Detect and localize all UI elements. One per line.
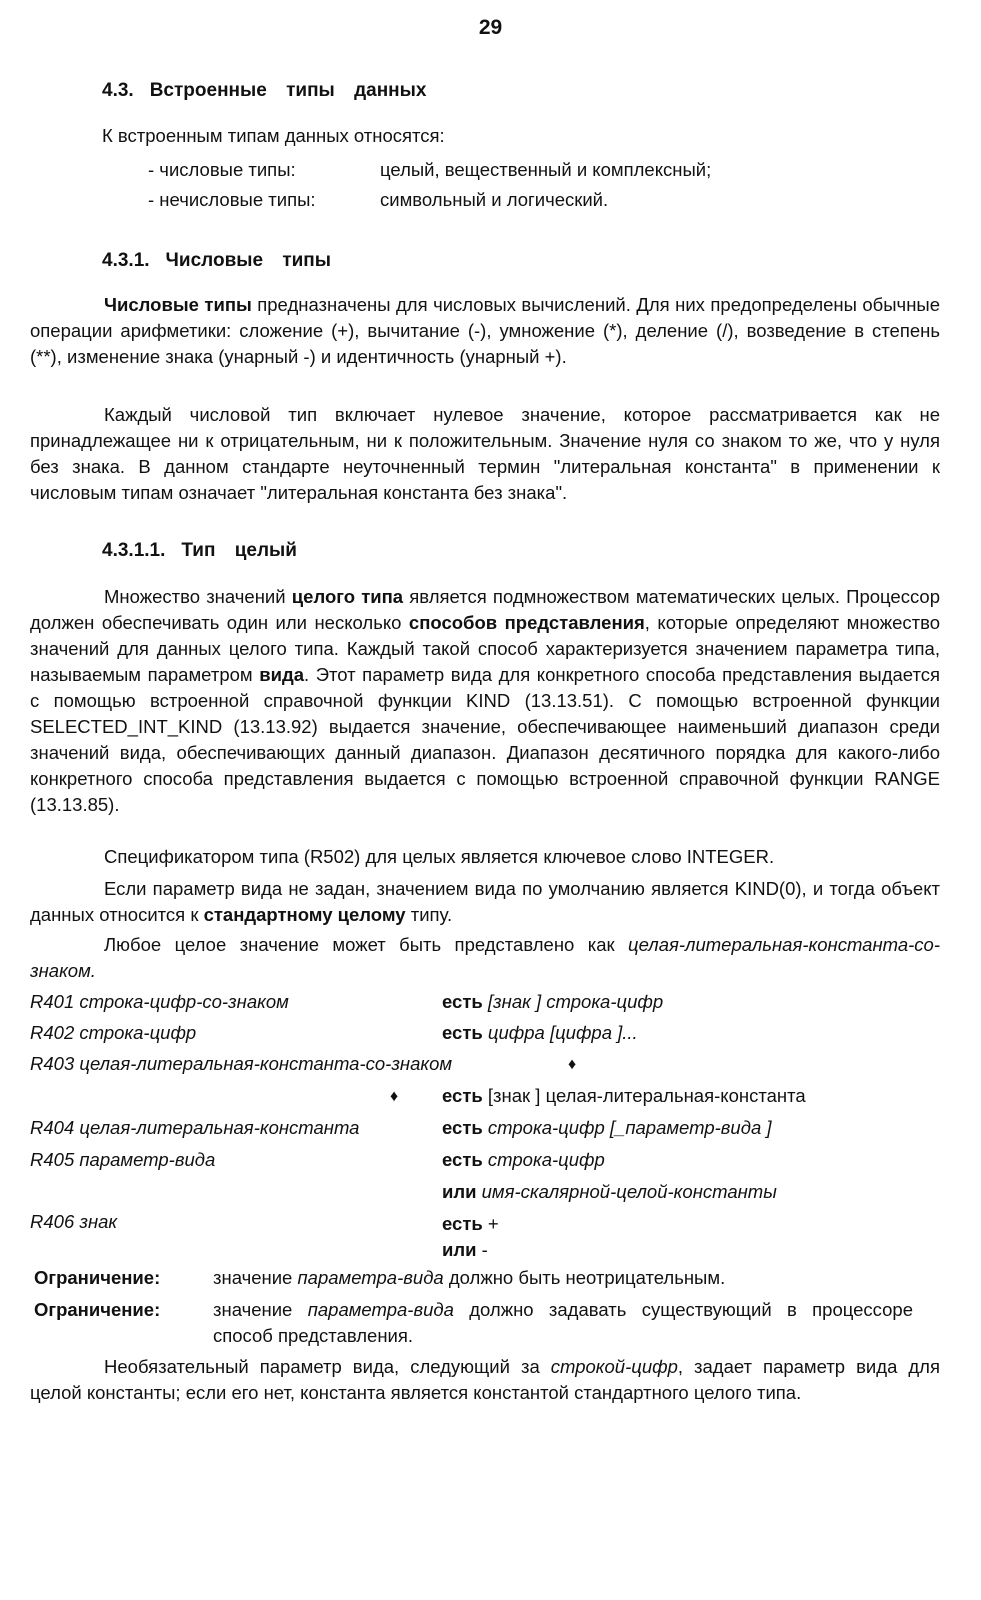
section-number: 4.3.1.1. [102,540,166,561]
intro-text: К встроенным типам данных относятся: [102,125,445,146]
type-list-label: - числовые типы: [148,159,296,180]
paragraph-default-kind: Если параметр вида не задан, значением вида по умолчанию является KIND(0), и тогда объект данных относится к стандартному целому типу. [30,878,940,925]
type-list-value: символьный и логический. [380,189,609,210]
constraint-text: значение параметра-вида должно задавать существующий в процессоре способ представления. [213,1299,913,1346]
paragraph-integer-type: Множество значений целого типа является подмножеством математических целых. Процессор должен обеспечивать один или несколько способов представления, которые определяют множество значений для данных целого типа. Каждый такой способ характеризуется значением параметра типа, называемым параметром вида. Этот параметр вида для конкретного способа представления выдается с помощью встроенной справочной функции KIND (13.13.51). С помощью встроенной функции SELECTED_INT_KIND (13.13.92) выдается значение, обеспечивающее наименьший диапазон среди значений вида, обеспечивающих данный диапазон. Диапазон десятичного порядка для какого-либо конкретного способа представления выдается с помощью встроенной справочной функции RANGE (13.13.85). [30,586,941,815]
rule-r406-alt: или - [442,1239,488,1260]
rule-r403-code: R403 целая-литеральная-константа-со-знаком [30,1053,453,1074]
type-list-value: целый, вещественный и комплексный; [380,159,712,180]
paragraph-type-specifier: Спецификатором типа (R502) для целых является ключевое слово INTEGER. [104,846,775,867]
section-heading-4-3-1-1 [102,540,297,562]
rule-r405-alt: или имя-скалярной-целой-константы [442,1181,777,1202]
rule-r406-code: R406 знак [30,1211,118,1232]
constraint-label: Ограничение: [34,1267,161,1288]
rule-r405-code: R405 параметр-вида [30,1149,216,1170]
constraint-text: значение параметра-вида должно быть неотрицательным. [213,1267,726,1288]
section-title: Встроенные типы данных [149,80,427,101]
section-heading-4-3 [102,80,426,102]
continuation-diamond: ♦ [568,1056,577,1073]
paragraph-optional-kind: Необязательный параметр вида, следующий за строкой-цифр, задает параметр вида для целой константы; если его нет, константа является константой стандартного целого типа. [30,1356,940,1403]
type-list-label: - нечисловые типы: [148,189,316,210]
section-title: Тип целый [181,540,297,561]
page-number: 29 [478,16,503,39]
bold-term: Числовые типы [104,294,252,315]
continuation-diamond: ♦ [390,1088,399,1105]
section-title: Числовые типы [165,250,332,271]
section-number: 4.3. [102,80,134,101]
rule-r402-code: R402 строка-цифр [30,1022,197,1043]
rule-r402-def: есть цифра [цифра ]... [442,1022,638,1043]
paragraph-zero-value: Каждый числовой тип включает нулевое значение, которое рассматривается как не принадлежащее ни к отрицательным, ни к положительным. Значение нуля со знаком то же, что у нуля без знака. В данном стандарте неуточненный термин "литеральная константа" в применении к числовым типам означает "литеральная константа без знака". [30,404,940,503]
rule-r404-def: есть строка-цифр [_параметр-вида ] [442,1117,772,1138]
constraint-label: Ограничение: [34,1299,161,1320]
paragraph-any-integer: Любое целое значение может быть представлено как целая-литеральная-константа-со-знаком. [30,934,940,981]
rule-r401-code: R401 строка-цифр-со-знаком [30,991,289,1012]
section-number: 4.3.1. [102,250,150,271]
rule-r405-def: есть строка-цифр [442,1149,605,1170]
section-heading-4-3-1 [102,250,331,272]
rule-r403-def: есть [знак ] целая-литеральная-константа [442,1085,806,1106]
rule-r401-def: есть [знак ] строка-цифр [442,991,664,1012]
rule-r404-code: R404 целая-литеральная-константа [30,1117,360,1138]
paragraph-numeric-types: Числовые типы предназначены для числовых вычислений. Для них предопределены обычные операции арифметики: сложение (+), вычитание (-), умножение (*), деление (/), возведение в степень (**), изменение знака (унарный -) и идентичность (унарный +). [30,294,940,367]
rule-r406-def: есть + [442,1213,499,1234]
